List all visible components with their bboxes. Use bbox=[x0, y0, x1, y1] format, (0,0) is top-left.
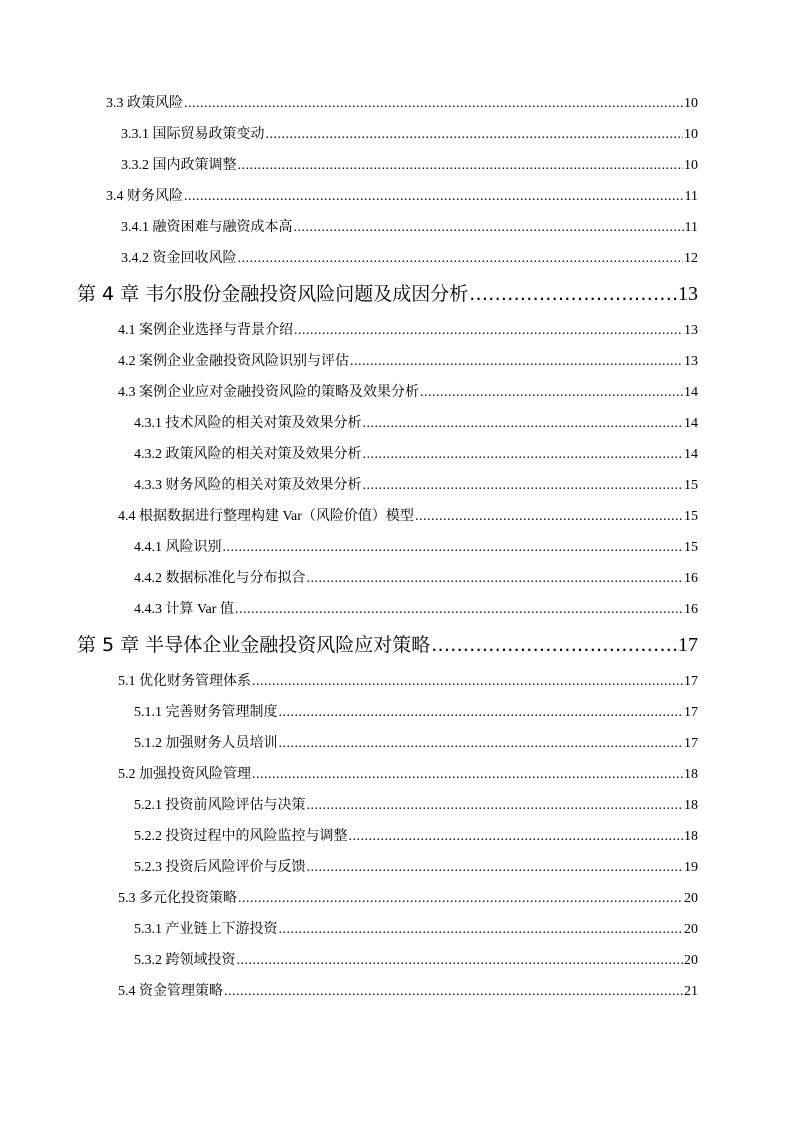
toc-entry-title: 3.3.2 国内政策调整 bbox=[121, 158, 237, 173]
dot-leader bbox=[238, 883, 683, 914]
toc-entry-title: 4.1 案例企业选择与背景介绍 bbox=[118, 323, 293, 338]
toc-entry-page-number: 10 bbox=[684, 96, 698, 111]
toc-entry-title: 第 5 章 半导体企业金融投资风险应对策略 bbox=[77, 634, 431, 656]
toc-entry-page-number: 20 bbox=[684, 891, 698, 906]
toc-entry-title: 3.3 政策风险 bbox=[106, 96, 183, 111]
dot-leader bbox=[238, 243, 684, 274]
dot-leader bbox=[279, 914, 684, 945]
dot-leader bbox=[279, 728, 684, 759]
toc-entry-page-number: 17 bbox=[684, 705, 698, 720]
dot-leader bbox=[252, 759, 683, 790]
toc-entry-title: 5.3 多元化投资策略 bbox=[118, 891, 237, 906]
dot-leader bbox=[266, 119, 684, 150]
toc-entry-title: 4.3.1 技术风险的相关对策及效果分析 bbox=[134, 416, 362, 431]
toc-entry-page-number: 14 bbox=[684, 416, 698, 431]
dot-leader bbox=[294, 315, 683, 346]
toc-entry-title: 5.2.1 投资前风险评估与决策 bbox=[134, 798, 306, 813]
toc-entry[interactable] bbox=[0, 883, 793, 914]
toc-entry-title: 4.3.3 财务风险的相关对策及效果分析 bbox=[134, 478, 362, 493]
dot-leader bbox=[415, 501, 683, 532]
toc-entry[interactable] bbox=[0, 594, 793, 625]
table-of-contents bbox=[0, 88, 793, 1007]
toc-entry-page-number: 14 bbox=[684, 385, 698, 400]
dot-leader bbox=[235, 594, 683, 625]
toc-entry[interactable] bbox=[0, 274, 793, 315]
dot-leader bbox=[307, 852, 684, 883]
toc-entry-page-number: 20 bbox=[684, 953, 698, 968]
toc-entry[interactable] bbox=[0, 243, 793, 274]
dot-leader bbox=[469, 274, 677, 315]
toc-entry-page-number: 18 bbox=[684, 798, 698, 813]
toc-entry-title: 5.3.2 跨领域投资 bbox=[134, 953, 236, 968]
toc-entry-page-number: 18 bbox=[684, 767, 698, 782]
toc-entry[interactable] bbox=[0, 790, 793, 821]
toc-entry[interactable] bbox=[0, 346, 793, 377]
dot-leader bbox=[223, 532, 684, 563]
toc-entry[interactable] bbox=[0, 501, 793, 532]
toc-entry-page-number: 16 bbox=[684, 571, 698, 586]
toc-entry[interactable] bbox=[0, 728, 793, 759]
dot-leader bbox=[238, 150, 684, 181]
toc-entry[interactable] bbox=[0, 625, 793, 666]
dot-leader bbox=[224, 976, 683, 1007]
toc-entry-title: 4.4.2 数据标准化与分布拟合 bbox=[134, 571, 306, 586]
toc-entry[interactable] bbox=[0, 408, 793, 439]
dot-leader bbox=[350, 346, 683, 377]
toc-entry-title: 3.4 财务风险 bbox=[106, 189, 183, 204]
toc-entry-title: 4.3 案例企业应对金融投资风险的策略及效果分析 bbox=[118, 385, 419, 400]
toc-entry-page-number: 10 bbox=[684, 158, 698, 173]
toc-entry-page-number: 20 bbox=[684, 922, 698, 937]
toc-entry[interactable] bbox=[0, 976, 793, 1007]
dot-leader bbox=[431, 625, 677, 666]
toc-entry[interactable] bbox=[0, 470, 793, 501]
toc-entry[interactable] bbox=[0, 119, 793, 150]
toc-entry-title: 5.4 资金管理策略 bbox=[118, 984, 223, 999]
toc-entry-title: 4.4 根据数据进行整理构建 Var（风险价值）模型 bbox=[118, 509, 414, 524]
toc-entry[interactable] bbox=[0, 945, 793, 976]
toc-entry-page-number: 10 bbox=[684, 127, 698, 142]
dot-leader bbox=[184, 88, 683, 119]
toc-entry[interactable] bbox=[0, 377, 793, 408]
toc-entry-page-number: 17 bbox=[678, 634, 698, 656]
toc-entry-title: 3.4.2 资金回收风险 bbox=[121, 251, 237, 266]
toc-entry[interactable] bbox=[0, 315, 793, 346]
toc-entry[interactable] bbox=[0, 666, 793, 697]
toc-entry-title: 5.1 优化财务管理体系 bbox=[118, 674, 251, 689]
dot-leader bbox=[294, 212, 684, 243]
toc-entry-page-number: 13 bbox=[678, 283, 698, 305]
dot-leader bbox=[363, 439, 684, 470]
toc-entry-page-number: 11 bbox=[684, 189, 698, 204]
toc-entry-page-number: 18 bbox=[684, 829, 698, 844]
toc-entry-title: 4.3.2 政策风险的相关对策及效果分析 bbox=[134, 447, 362, 462]
toc-entry-page-number: 13 bbox=[684, 354, 698, 369]
toc-entry[interactable] bbox=[0, 821, 793, 852]
toc-entry[interactable] bbox=[0, 212, 793, 243]
toc-entry[interactable] bbox=[0, 852, 793, 883]
toc-entry-page-number: 15 bbox=[684, 540, 698, 555]
toc-entry-title: 3.3.1 国际贸易政策变动 bbox=[121, 127, 265, 142]
toc-entry-page-number: 15 bbox=[684, 478, 698, 493]
toc-entry-title: 5.2.3 投资后风险评价与反馈 bbox=[134, 860, 306, 875]
toc-entry-title: 5.1.1 完善财务管理制度 bbox=[134, 705, 278, 720]
toc-entry-title: 5.2.2 投资过程中的风险监控与调整 bbox=[134, 829, 348, 844]
dot-leader bbox=[349, 821, 684, 852]
toc-entry-title: 5.2 加强投资风险管理 bbox=[118, 767, 251, 782]
toc-entry-page-number: 16 bbox=[684, 602, 698, 617]
toc-entry-title: 4.2 案例企业金融投资风险识别与评估 bbox=[118, 354, 349, 369]
toc-entry[interactable] bbox=[0, 563, 793, 594]
dot-leader bbox=[363, 470, 684, 501]
toc-entry-page-number: 11 bbox=[684, 220, 698, 235]
toc-entry-page-number: 19 bbox=[684, 860, 698, 875]
toc-entry[interactable] bbox=[0, 532, 793, 563]
dot-leader bbox=[237, 945, 684, 976]
dot-leader bbox=[307, 563, 684, 594]
toc-entry-page-number: 12 bbox=[684, 251, 698, 266]
toc-entry-title: 第 4 章 韦尔股份金融投资风险问题及成因分析 bbox=[77, 283, 469, 305]
toc-entry[interactable] bbox=[0, 88, 793, 119]
toc-entry-title: 3.4.1 融资困难与融资成本高 bbox=[121, 220, 293, 235]
dot-leader bbox=[184, 181, 684, 212]
toc-entry-page-number: 17 bbox=[684, 736, 698, 751]
toc-entry-page-number: 14 bbox=[684, 447, 698, 462]
dot-leader bbox=[307, 790, 684, 821]
toc-entry[interactable] bbox=[0, 759, 793, 790]
toc-entry-page-number: 15 bbox=[684, 509, 698, 524]
toc-entry[interactable] bbox=[0, 914, 793, 945]
dot-leader bbox=[252, 666, 683, 697]
toc-entry-title: 4.4.1 风险识别 bbox=[134, 540, 222, 555]
toc-entry-page-number: 13 bbox=[684, 323, 698, 338]
toc-entry-page-number: 21 bbox=[684, 984, 698, 999]
toc-entry[interactable] bbox=[0, 697, 793, 728]
toc-entry[interactable] bbox=[0, 181, 793, 212]
toc-entry-title: 5.3.1 产业链上下游投资 bbox=[134, 922, 278, 937]
dot-leader bbox=[363, 408, 684, 439]
dot-leader bbox=[279, 697, 684, 728]
toc-entry-page-number: 17 bbox=[684, 674, 698, 689]
toc-entry[interactable] bbox=[0, 150, 793, 181]
toc-entry-title: 4.4.3 计算 Var 值 bbox=[134, 602, 234, 617]
toc-entry[interactable] bbox=[0, 439, 793, 470]
dot-leader bbox=[420, 377, 683, 408]
toc-entry-title: 5.1.2 加强财务人员培训 bbox=[134, 736, 278, 751]
